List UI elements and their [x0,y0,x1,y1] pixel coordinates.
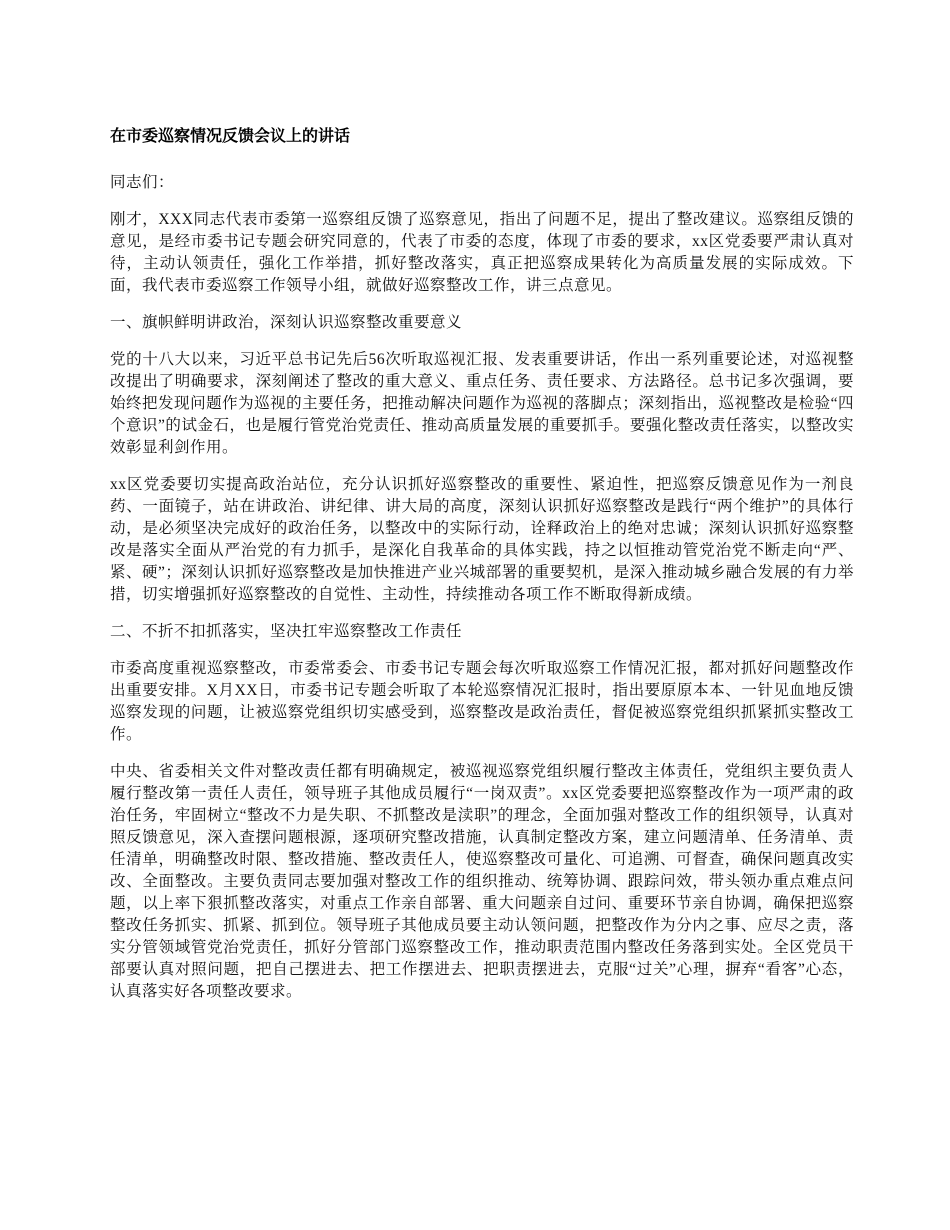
document-body [110,172,854,1003]
paragraph: 市委高度重视巡察整改，市委常委会、市委书记专题会每次听取巡察工作情况汇报，都对抓好问题整改作出重要安排。X月XX日，市委书记专题会听取了本轮巡察情况汇报时，指出要原原本本、一针见血地反馈巡察发现的问题，让被巡察党组织切实感受到，巡察整改是政治责任，督促被巡察党组织抓紧抓实整改工作。 [110,660,854,743]
section-heading: 一、旗帜鲜明讲政治，深刻认识巡察整改重要意义 [110,314,463,331]
paragraph: 党的十八大以来，习近平总书记先后56次听取巡视汇报、发表重要讲话，作出一系列重要论述，对巡视整改提出了明确要求，深刻阐述了整改的重大意义、重点任务、责任要求、方法路径。总书记多次强调，要始终把发现问题作为巡视的主要任务，把推动解决问题作为巡视的落脚点；深刻指出，巡视整改是检验“四个意识”的试金石，也是履行管党治党责任、推动高质量发展的重要抓手。要强化整改责任落实，以整改实效彰显利剑作用。 [110,351,854,456]
section-heading: 二、不折不扣抓落实，坚决扛牢巡察整改工作责任 [110,623,463,640]
document-title: 在市委巡察情况反馈会议上的讲话 [110,128,351,145]
paragraph: 同志们： [110,174,175,191]
paragraph: xx区党委要切实提高政治站位，充分认识抓好巡察整改的重要性、紧迫性，把巡察反馈意见作为一剂良药、一面镜子，站在讲政治、讲纪律、讲大局的高度，深刻认识抓好巡察整改是践行“两个维护”的具体行动，是必须坚决完成好的政治任务，以整改中的实际行动，诠释政治上的绝对忠诚；深刻认识抓好巡察整改是落实全面从严治党的有力抓手，是深化自我革命的具体实践，持之以恒推动管党治党不断走向“严、紧、硬”；深刻认识抓好巡察整改是加快推进产业兴城部署的重要契机，是深入推动城乡融合发展的有力举措，切实增强抓好巡察整改的自觉性、主动性，持续推动各项工作不断取得新成绩。 [110,476,854,603]
paragraph: 中央、省委相关文件对整改责任都有明确规定，被巡视巡察党组织履行整改主体责任，党组织主要负责人履行整改第一责任人责任，领导班子其他成员履行“一岗双责”。xx区党委要把巡察整改作为一项严肃的政治任务，牢固树立“整改不力是失职、不抓整改是渎职”的理念，全面加强对整改工作的组织领导，认真对照反馈意见，深入查摆问题根源，逐项研究整改措施，认真制定整改方案，建立问题清单、任务清单、责任清单，明确整改时限、整改措施、整改责任人，使巡察整改可量化、可追溯、可督查，确保问题真改实改、全面整改。主要负责同志要加强对整改工作的组织推动、统筹协调、跟踪问效，带头领办重点难点问题，以上率下狠抓整改落实，对重点工作亲自部署、重大问题亲自过问、重要环节亲自协调，确保把巡察整改任务抓实、抓紧、抓到位。领导班子其他成员要主动认领问题，把整改作为分内之事、应尽之责，落实分管领域管党治党责任，抓好分管部门巡察整改工作，推动职责范围内整改任务落到实处。全区党员干部要认真对照问题，把自己摆进去、把工作摆进去、把职责摆进去，克服“过关”心理，摒弃“看客”心态，认真落实好各项整改要求。 [110,763,854,1000]
paragraph: 刚才，XXX同志代表市委第一巡察组反馈了巡察意见，指出了问题不足，提出了整改建议。巡察组反馈的意见，是经市委书记专题会研究同意的，代表了市委的态度，体现了市委的要求，xx区党委要严肃认真对待，主动认领责任，强化工作举措，抓好整改落实，真正把巡察成果转化为高质量发展的实际成效。下面，我代表市委巡察工作领导小组，就做好巡察整改工作，讲三点意见。 [110,211,854,294]
